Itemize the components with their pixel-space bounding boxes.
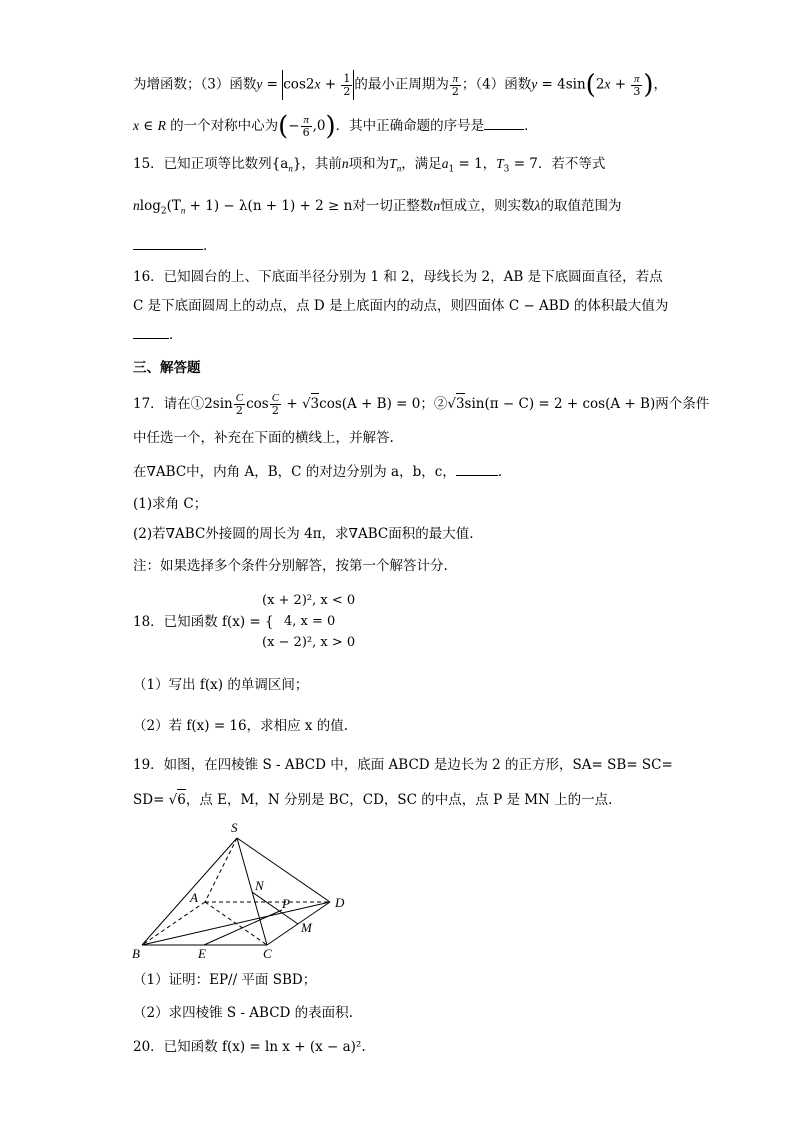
q19-part-1: （1）证明：EP// 平面 SBD； — [133, 972, 317, 988]
var-lambda: λ — [534, 198, 541, 213]
var-T: T — [389, 156, 397, 171]
q16-line-3 — [133, 325, 183, 345]
text: ,0 — [312, 118, 326, 134]
q18-part-2: （2）若 f(x) = 16，求相应 x 的值. — [133, 718, 349, 734]
numerator: C — [235, 392, 244, 404]
q16-line-1: 16．已知圆台的上、下底面半径分别为 1 和 2，母线长为 2，AB 是下底圆面直径，若点 — [133, 269, 663, 285]
text: ；（4）函数 — [461, 76, 532, 93]
text: + 1) − λ(n + 1) + 2 ≥ n — [185, 198, 353, 214]
text: cos — [246, 396, 269, 412]
q17-part-2: (2)若∇ABC外接圆的周长为 4π，求∇ABC面积的最大值. — [133, 526, 474, 542]
answer-blank — [456, 475, 498, 476]
fraction-half — [341, 73, 352, 98]
edge-SD — [237, 838, 330, 902]
text: − — [288, 118, 300, 134]
paren-left: ( — [278, 111, 289, 142]
text: ． — [524, 118, 538, 134]
numerator: C — [271, 392, 280, 404]
text: 对一切正整数 — [352, 198, 434, 214]
label-S: S — [231, 820, 238, 835]
label-D: D — [335, 895, 345, 910]
segment-NM — [252, 892, 298, 924]
fraction-pi-2 — [450, 73, 461, 98]
q17-line-2: 中任选一个，补充在下面的横线上，并解答. — [133, 430, 394, 446]
edge-AB — [142, 902, 205, 945]
answer-blank — [484, 129, 524, 130]
segment-AC — [205, 902, 267, 945]
denominator: 2 — [235, 404, 243, 417]
text: 15．已知正项等比数列 — [133, 156, 272, 172]
q15-line-2 — [133, 196, 621, 222]
text: ， — [653, 76, 667, 93]
label-M: M — [301, 920, 312, 935]
text: = — [262, 76, 283, 93]
numerator: 1 — [343, 71, 351, 85]
piecewise-case-1: (x + 2)², x < 0 — [262, 593, 356, 608]
q20-line-1: 20．已知函数 f(x) = ln x + (x − a)². — [133, 1039, 366, 1055]
denominator: 2 — [271, 404, 279, 417]
numerator: π — [450, 73, 461, 86]
text: ． — [169, 327, 183, 343]
text: 17．请在① — [133, 396, 205, 412]
label-N: N — [255, 878, 264, 893]
var-y: y — [256, 76, 263, 92]
segment-EP — [204, 910, 282, 945]
q16-line-2: C 是下底面圆周上的动点，点 D 是上底面内的动点，则四面体 C − ABD 的体积最大值为 — [133, 298, 669, 314]
section-heading: 三、解答题 — [133, 360, 201, 376]
var-n: n — [341, 156, 349, 171]
paren-right: ) — [325, 111, 336, 142]
text: SD= — [133, 792, 165, 808]
q17-line-1: 17．请在①2sin $\frac{C}{2}$ cos $\frac{C}{2}$ + √3cos(A + B) = 0；②√3sin(π − C) = 2 + cos(A + B)两个条件 — [133, 392, 710, 417]
text: 为增函数；（3）函数 — [133, 76, 257, 93]
label-E: E — [198, 946, 206, 960]
text: ． — [203, 238, 217, 254]
var-y: y — [531, 76, 538, 92]
var-x: x — [604, 76, 611, 92]
sqrt-radicand: 3 — [311, 393, 320, 414]
text: (T — [166, 198, 181, 214]
text: ，满足 — [401, 156, 442, 172]
var-a: a — [441, 156, 449, 171]
text: 2 — [595, 76, 605, 93]
denominator: 6 — [302, 126, 310, 139]
q15-line-3 — [133, 236, 217, 256]
subscript: 3 — [503, 164, 510, 175]
q14-line-2 — [133, 111, 538, 142]
answer-blank — [133, 249, 203, 250]
text: 项和为 — [348, 156, 390, 172]
text: = 7．若不等式 — [509, 156, 606, 172]
text: = 4sin — [537, 76, 586, 93]
q17-note: 注：如果选择多个条件分别解答，按第一个解答计分. — [133, 558, 448, 574]
answer-blank — [133, 338, 169, 339]
text: + — [320, 76, 341, 93]
q17-part-1: (1)求角 C； — [133, 496, 208, 512]
var-R: R — [157, 118, 166, 133]
paren-right: ) — [643, 70, 654, 100]
text: 恒成立，则实数 — [440, 198, 535, 214]
numerator: π — [301, 114, 312, 127]
sqrt-radicand: 3 — [456, 393, 465, 414]
pyramid-figure — [130, 820, 360, 960]
q18-intro: 18．已知函数 f(x) = { — [133, 614, 274, 630]
subscript: n — [288, 163, 293, 174]
label-C: C — [263, 946, 272, 960]
q19-line-1: 19．如图，在四棱锥 S - ABCD 中，底面 ABCD 是边长为 2 的正方形，SA= SB= SC= — [133, 757, 673, 773]
denominator: 2 — [451, 84, 459, 98]
text: ，其前 — [301, 156, 342, 172]
sqrt-radicand: 6 — [177, 789, 186, 810]
label-B: B — [132, 946, 140, 960]
q15-line-1 — [133, 154, 605, 180]
q19-part-2: （2）求四棱锥 S - ABCD 的表面积. — [133, 1005, 353, 1021]
fraction-C-2 — [234, 392, 245, 417]
text: sin(π − C) = 2 + cos(A + B)两个条件 — [464, 396, 710, 412]
subscript: 1 — [448, 164, 455, 175]
text: log — [139, 198, 161, 214]
text: ． — [497, 464, 512, 480]
subscript: 2 — [160, 206, 167, 217]
subscript: n — [180, 205, 186, 216]
text: cos(A + B) = 0；② — [319, 396, 448, 412]
q17-line-3 — [133, 462, 511, 482]
text: = 1， — [454, 156, 497, 172]
numerator: π — [631, 73, 642, 86]
label-P: P — [282, 896, 290, 911]
q18-part-1: （1）写出 f(x) 的单调区间； — [133, 677, 309, 693]
edge-SA — [205, 838, 237, 902]
text: 的最小正周期为 — [354, 76, 449, 93]
text: ．其中正确命题的序号是 — [335, 118, 485, 134]
text: 的一个对称中心为 — [165, 118, 279, 134]
paren-left: ( — [585, 70, 596, 100]
fraction-C-2 — [270, 392, 281, 417]
var-n: n — [433, 198, 441, 213]
var-x: x — [314, 76, 321, 92]
fraction-pi-3 — [631, 73, 642, 98]
fraction-pi-6 — [301, 114, 312, 139]
piecewise-case-3: (x − 2)², x > 0 — [262, 635, 356, 650]
denominator: 2 — [343, 84, 351, 98]
q19-line-2: SD= √6，点 E，M，N 分别是 BC，CD，SC 的中点，点 P 是 MN 上的一点. — [133, 789, 612, 810]
text: ∈ — [139, 118, 158, 134]
text: + — [610, 76, 631, 93]
denominator: 3 — [633, 84, 641, 98]
subscript: n — [396, 163, 402, 174]
q14-line-continuation — [133, 70, 667, 100]
text: 2sin — [204, 396, 233, 412]
label-A: A — [190, 890, 198, 905]
text: } — [292, 156, 302, 172]
piecewise-case-2: 4, x = 0 — [284, 614, 336, 629]
var-T: T — [496, 156, 504, 171]
text: {a — [271, 156, 289, 172]
text: 在∇ABC中，内角 A，B，C 的对边分别为 a，b，c， — [133, 464, 456, 480]
var-n: n — [133, 198, 140, 213]
text: cos2 — [283, 76, 315, 93]
text: ，点 E，M，N 分别是 BC，CD，SC 的中点，点 P 是 MN 上的一点. — [185, 792, 613, 808]
text: 的取值范围为 — [540, 198, 622, 214]
text: + — [282, 396, 302, 412]
var-x: x — [133, 118, 139, 133]
